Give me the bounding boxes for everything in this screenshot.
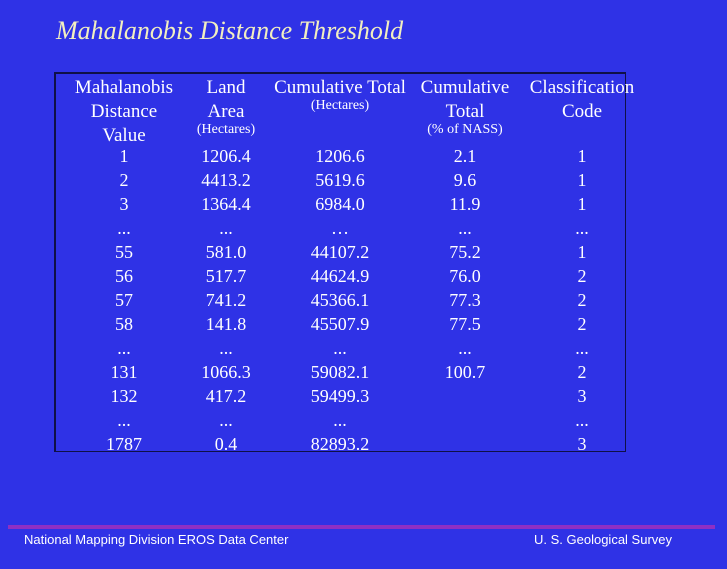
table-cell: 417.2 — [205, 386, 247, 406]
table-cell: 3 — [119, 194, 129, 214]
table-cell: 1 — [577, 194, 587, 214]
column-header: Area — [207, 101, 245, 122]
table-cell: 1 — [577, 170, 587, 190]
column-unit: (Hectares) — [310, 98, 370, 113]
table-cell: 77.5 — [449, 314, 481, 334]
table-cell: 517.7 — [205, 266, 247, 286]
table-cell: 57 — [115, 290, 133, 310]
table-cell: 82893.2 — [310, 434, 370, 454]
table-cell: 55 — [115, 242, 133, 262]
table-cell: 6984.0 — [315, 194, 365, 214]
table-cell: 56 — [115, 266, 133, 286]
table-cell: 2 — [577, 314, 587, 334]
table-cell: 1206.6 — [315, 146, 365, 166]
table-cell: 2 — [577, 266, 587, 286]
table-cell: 1066.3 — [201, 362, 251, 382]
footer-divider — [8, 525, 715, 529]
column-header: Land — [206, 77, 246, 98]
column-unit: (% of NASS) — [427, 122, 503, 137]
table-cell: 9.6 — [453, 170, 477, 190]
table-cell: 1364.4 — [201, 194, 251, 214]
column-header: Code — [561, 101, 603, 122]
table-cell: 1 — [577, 242, 587, 262]
table-cell: … — [331, 218, 349, 238]
table-cell: ... — [219, 410, 233, 430]
table-cell: 131 — [110, 362, 138, 382]
table-cell: ... — [117, 338, 131, 358]
table-cell: 100.7 — [444, 362, 486, 382]
column-unit: (Hectares) — [196, 122, 256, 137]
table-cell: 0.4 — [214, 434, 238, 454]
table-cell: 2.1 — [453, 146, 477, 166]
table-cell: 76.0 — [449, 266, 481, 286]
table-cell: 11.9 — [449, 194, 481, 214]
table-cell: 1787 — [106, 434, 142, 454]
table-cell: 2 — [119, 170, 129, 190]
column-header: Total — [445, 101, 485, 122]
table-cell: 3 — [577, 434, 587, 454]
table-cell: ... — [575, 338, 589, 358]
table-cell: 75.2 — [449, 242, 481, 262]
slide-title: Mahalanobis Distance Threshold — [56, 16, 404, 45]
table-cell: ... — [219, 338, 233, 358]
table-cell: ... — [219, 218, 233, 238]
column-header: Distance — [90, 101, 158, 122]
table-cell: 5619.6 — [315, 170, 365, 190]
table-cell: ... — [333, 338, 347, 358]
table-cell: 4413.2 — [201, 170, 251, 190]
table-cell: 58 — [115, 314, 133, 334]
table-cell: ... — [575, 218, 589, 238]
table-cell: 59082.1 — [310, 362, 370, 382]
table-cell: 77.3 — [449, 290, 481, 310]
table-cell: ... — [333, 410, 347, 430]
table-cell: 45507.9 — [310, 314, 370, 334]
table-cell: 141.8 — [205, 314, 247, 334]
column-header: Cumulative Total — [274, 77, 406, 98]
table-cell: 2 — [577, 362, 587, 382]
table-cell: 1206.4 — [201, 146, 251, 166]
table-cell: 59499.3 — [310, 386, 370, 406]
footer-organization: National Mapping Division EROS Data Center — [24, 532, 289, 547]
table-cell: 581.0 — [205, 242, 247, 262]
table-cell: ... — [117, 218, 131, 238]
table-cell: 2 — [577, 290, 587, 310]
table-cell: 1 — [119, 146, 129, 166]
table-cell: 44624.9 — [310, 266, 370, 286]
footer-agency: U. S. Geological Survey — [534, 532, 673, 547]
column-header: Value — [102, 125, 146, 146]
table-cell: 45366.1 — [310, 290, 370, 310]
column-header: Cumulative — [420, 77, 510, 98]
table-cell: ... — [575, 410, 589, 430]
table-cell: 132 — [110, 386, 138, 406]
table-cell: ... — [117, 410, 131, 430]
column-header: Classification — [529, 77, 635, 98]
table-cell: 3 — [577, 386, 587, 406]
table-cell: 44107.2 — [310, 242, 370, 262]
table-cell: 1 — [577, 146, 587, 166]
table-cell: 741.2 — [205, 290, 247, 310]
table-cell: ... — [458, 218, 472, 238]
table-cell: ... — [458, 338, 472, 358]
column-header: Mahalanobis — [74, 77, 174, 98]
